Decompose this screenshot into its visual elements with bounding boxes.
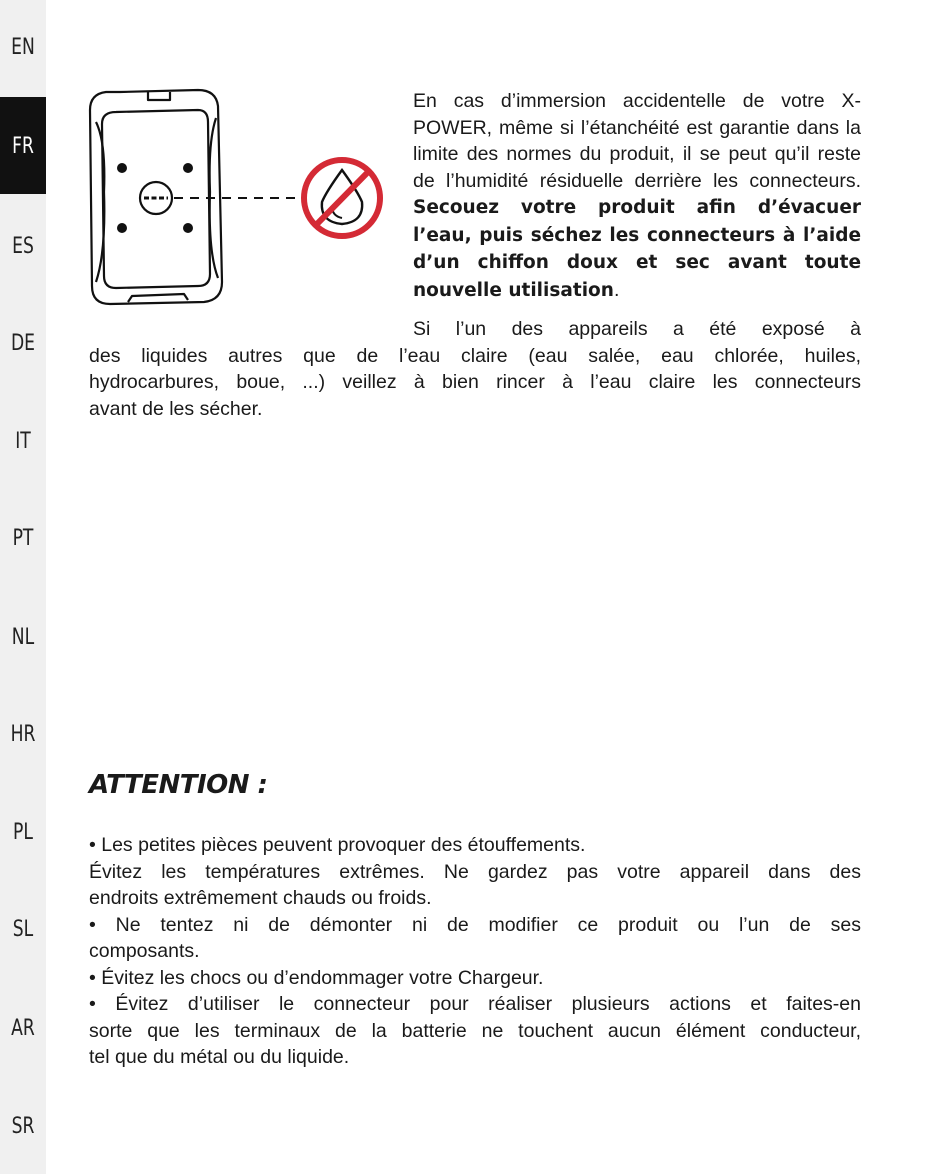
- rinse-line-3: hydrocarbures, boue, ...) veillez à bien rincer à l’eau claire les connecteurs: [89, 371, 861, 393]
- lang-tab-sl[interactable]: SL: [12, 917, 34, 942]
- warning-line: endroits extrêmement chauds ou froids.: [89, 887, 432, 909]
- immersion-text-end: .: [613, 278, 620, 301]
- attention-heading: ATTENTION :: [89, 770, 268, 800]
- warning-line: • Les petites pièces peuvent provoquer des étouffements.: [89, 834, 586, 856]
- lang-tab-fr[interactable]: FR: [12, 134, 34, 159]
- no-water-icon: [304, 160, 380, 236]
- lang-tab-de[interactable]: DE: [10, 331, 36, 356]
- lang-tab-sr[interactable]: SR: [11, 1114, 35, 1139]
- warning-line: • Évitez les chocs ou d’endommager votre Chargeur.: [89, 966, 544, 989]
- warning-line: • Ne tentez ni de démonter ni de modifier ce produit ou l’un de ses: [89, 913, 861, 936]
- lang-tab-nl[interactable]: NL: [11, 625, 35, 650]
- lang-tab-hr[interactable]: HR: [10, 722, 36, 747]
- language-sidebar: [0, 0, 46, 1174]
- warning-line: • Évitez d’utiliser le connecteur pour réaliser plusieurs actions et faites-en: [89, 993, 861, 1015]
- warning-line: composants.: [89, 940, 200, 962]
- lang-tab-ar[interactable]: AR: [11, 1016, 35, 1041]
- immersion-paragraph: [413, 88, 861, 304]
- immersion-text: En cas d’immersion accidentelle de votre X-POWER, même si l’étanchéité est garantie dans la limite des normes du produit, il se peut qu’il reste de l’humidité résiduelle derrière les connecteurs.: [413, 90, 861, 192]
- lang-tab-pl[interactable]: PL: [13, 820, 33, 845]
- lang-tab-pt[interactable]: PT: [12, 526, 34, 551]
- lang-tab-it[interactable]: IT: [15, 429, 31, 454]
- rinse-paragraph: [89, 316, 861, 422]
- device-illustration: [80, 82, 400, 312]
- warning-line: tel que du métal ou du liquide.: [89, 1046, 350, 1068]
- immersion-instruction-bold: Secouez votre produit afin d’évacuer l’eau, puis séchez les connecteurs à l’aide d’un chiffon doux et sec avant toute nouvelle utilisation: [413, 197, 861, 301]
- rinse-line-2: des liquides autres que de l’eau claire (eau salée, eau chlorée, huiles,: [89, 344, 861, 367]
- lang-tab-en[interactable]: EN: [11, 35, 35, 60]
- warning-line: sorte que les terminaux de la batterie ne touchent aucun élément conducteur,: [89, 1019, 861, 1042]
- rinse-line-1: Si l’un des appareils a été exposé à: [413, 318, 861, 340]
- rinse-line-4: avant de les sécher.: [89, 397, 263, 420]
- attention-list: [89, 832, 861, 1071]
- warning-line: Évitez les températures extrêmes. Ne gardez pas votre appareil dans des: [89, 860, 861, 883]
- lang-tab-es[interactable]: ES: [12, 234, 34, 259]
